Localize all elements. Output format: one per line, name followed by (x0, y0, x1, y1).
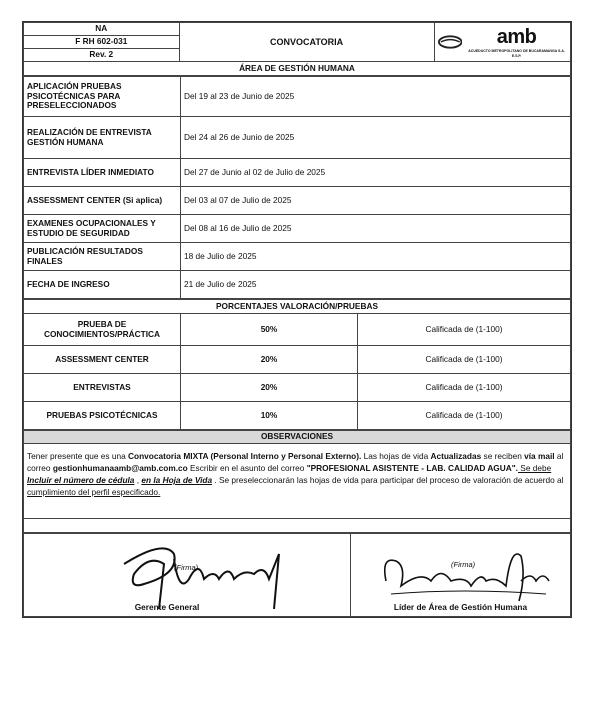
firma-label-right: (Firma) (451, 560, 476, 569)
schedule-row (24, 187, 571, 215)
obs-text: se reciben (481, 451, 525, 461)
spacer-row (24, 519, 571, 533)
logo-word: amb (496, 26, 537, 49)
schedule-date: Del 19 al 23 de Junio de 2025 (181, 77, 571, 117)
test-scale: Calificada de (1-100) (358, 374, 571, 402)
signature-left-scribble (104, 534, 304, 614)
observations-title: OBSERVACIONES (24, 431, 571, 444)
schedule-label: ENTREVISTA LÍDER INMEDIATO (24, 159, 181, 187)
signatory-role-right: Líder de Área de Gestión Humana (393, 602, 528, 613)
signatures-table (23, 533, 571, 617)
amb-logo (438, 26, 567, 57)
test-percent: 10% (181, 402, 358, 430)
weights-row (24, 346, 571, 374)
schedule-label: REALIZACIÓN DE ENTREVISTA GESTIÓN HUMANA (24, 117, 181, 159)
obs-text: , (134, 475, 142, 486)
observations-table (23, 430, 571, 533)
test-scale: Calificada de (1-100) (358, 346, 571, 374)
schedule-row (24, 271, 571, 299)
schedule-date: Del 27 de Junio al 02 de Julio de 2025 (181, 159, 571, 187)
test-name: ENTREVISTAS (24, 374, 181, 402)
header-table (23, 22, 571, 76)
test-name: PRUEBA DE CONOCIMIENTOS/PRÁCTICA (24, 314, 181, 346)
test-percent: 50% (181, 314, 358, 346)
obs-text: Escribir en el asunto del correo (187, 463, 307, 474)
test-name: ASSESSMENT CENTER (24, 346, 181, 374)
form-code: F RH 602-031 (24, 36, 180, 49)
obs-text-underline: cumplimiento del perfil especificado. (27, 487, 161, 498)
email-subject: "PROFESIONAL ASISTENTE - LAB. CALIDAD AGUA". (306, 463, 518, 474)
schedule-table (23, 76, 571, 299)
water-drop-logo-icon (438, 34, 463, 50)
schedule-date: Del 03 al 07 de Julio de 2025 (181, 187, 571, 215)
test-scale: Calificada de (1-100) (358, 402, 571, 430)
test-percent: 20% (181, 374, 358, 402)
schedule-date: Del 08 al 16 de Julio de 2025 (181, 215, 571, 243)
code-top: NA (24, 23, 180, 36)
obs-text: Las hojas de vida (361, 451, 431, 461)
weights-table (23, 299, 571, 430)
schedule-label: FECHA DE INGRESO (24, 271, 181, 299)
document-page (22, 21, 572, 618)
obs-text-emphasis: en la Hoja de Vida (141, 475, 213, 486)
obs-text-bold: vía mail (524, 451, 555, 461)
document-title: CONVOCATORIA (179, 23, 434, 62)
schedule-date: 21 de Julio de 2025 (181, 271, 571, 299)
test-percent: 20% (181, 346, 358, 374)
schedule-row (24, 117, 571, 159)
obs-text-emphasis: Incluir el número de cédula (27, 475, 135, 486)
signature-right-scribble (371, 536, 561, 611)
schedule-label: APLICACIÓN PRUEBAS PSICOTÉCNICAS PARA PRESELECCIONADOS (24, 77, 181, 117)
obs-text: al correo (27, 451, 564, 474)
signatory-role-left: Gerente General (134, 602, 200, 613)
schedule-label: EXAMENES OCUPACIONALES Y ESTUDIO DE SEGURIDAD (24, 215, 181, 243)
obs-text: . Se preseleccionarán las hojas de vida para participar del proceso de valoración de acuerdo al (212, 475, 564, 486)
logo-cell (434, 23, 570, 62)
schedule-row (24, 243, 571, 271)
revision: Rev. 2 (24, 49, 180, 62)
obs-text-underline: Se debe (518, 463, 552, 474)
logo-subtext: ACUEDUCTO METROPOLITANO DE BUCARAMANGA S.A. E.S.P. (468, 49, 565, 58)
weights-row (24, 314, 571, 346)
schedule-date: Del 24 al 26 de Junio de 2025 (181, 117, 571, 159)
firma-label-left: (Firma) (174, 563, 199, 572)
signature-right (351, 534, 571, 617)
weights-row (24, 402, 571, 430)
area-title: ÁREA DE GESTIÓN HUMANA (24, 62, 571, 76)
schedule-label: PUBLICACIÓN RESULTADOS FINALES (24, 243, 181, 271)
observations-text (24, 444, 571, 519)
schedule-row (24, 215, 571, 243)
schedule-label: ASSESSMENT CENTER (Si aplica) (24, 187, 181, 215)
test-scale: Calificada de (1-100) (358, 314, 571, 346)
weights-title: PORCENTAJES VALORACIÓN/PRUEBAS (24, 300, 571, 314)
obs-text-bold: Convocatoria MIXTA (Personal Interno y Personal Externo). (128, 451, 362, 461)
schedule-date: 18 de Julio de 2025 (181, 243, 571, 271)
signature-left (24, 534, 351, 617)
test-name: PRUEBAS PSICOTÉCNICAS (24, 402, 181, 430)
obs-text: Tener presente que es una (27, 451, 129, 461)
weights-row (24, 374, 571, 402)
schedule-row (24, 159, 571, 187)
obs-text-bold: Actualizadas (430, 451, 482, 461)
schedule-row (24, 77, 571, 117)
email-address: gestionhumanaamb@amb.com.co (52, 463, 188, 474)
